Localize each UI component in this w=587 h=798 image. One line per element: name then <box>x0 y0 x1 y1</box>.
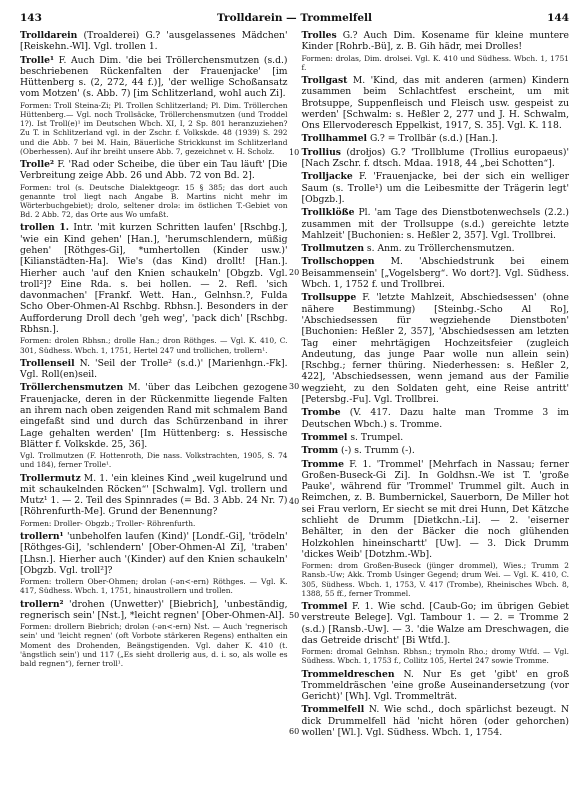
entry-forms-note: Formen: drollern Biebrich; drolən (-ən<-ern) Nst. — Auch 'regnerisch sein' und 'leicht regnen' (oft Vorbote stärkeren Regens) enthalten ein Moment des Drohenden, Beängstigenden. Vgl. daher K. 410 (t. 'ängstlich sein') und 117 („Es sieht drollerig aus, d. i. so, als wolle es bald regnen“), ferner troll¹. <box>20 622 288 668</box>
dictionary-entry <box>20 222 288 354</box>
line-number: 20 <box>289 268 300 277</box>
entry-headword: trollern² <box>20 598 64 610</box>
entry-forms-note: Formen: Troll Steina-Zi; Pl. Trollen Schlitzerland; Pl. Dim. Tröllerchen Hüttenberg.— Vgl. noch Trollsäcke, Tröllerchensmutzen (und Troddel 1?). Ist Troll(e)¹ im Deutschen Wbch. XI, I, 2 Sp. 801 heranzuziehen? Zu T. in Schlitzerland vgl. in der Zschr. f. Volkskde. 48 (1939) S. 292 und die Abb. 7 bei M. Hain, Bäuerliche Strickkunst im Schlitzerland (Oberhessen). Auf ihr breiht unsere Abb. 7, gezeichnet v. H. Scholz. <box>20 100 288 156</box>
entry-definition: 'unbeholfen laufen (Kind)' [Londf.-Gi], 'trödeln' [Röthges-Gi], 'schlendern' [Ober-Ohmen-Al Zi], 'traben' [Lhsn.]. Hierher auch '(Kinder) auf den Knien schaukeln' [Obgzb. Vgl. troll²]? <box>20 530 288 576</box>
entry-headword: Trommelfell <box>301 704 365 716</box>
dictionary-entry <box>302 704 570 738</box>
entry-headword: Trommel <box>301 431 348 443</box>
entry-forms-note: Formen: trol (s. Deutsche Dialektgeogr. 15 § 385; das dort auch genannte trol liegt nach Angabe B. Martins nicht mehr im Wörterbuchgebiet); drolo, seltener drolə: im östlichen T.-Gebiet von Bd. 2 Abb. 72, das Orte aus Wo umfaßt. <box>20 182 288 220</box>
entry-definition: N. Wie schd., doch spärlichst bezeugt. N dick Drummelfell häd 'nicht hören (oder gehorchen) wollen' [Wl.]. Vgl. Südhess. Wbch. 1, 1754. <box>301 704 569 739</box>
entry-definition: (Troalderei) G.? 'ausgelassenes Mädchen' [Reiskehn.-Wl]. Vgl. trollen 1. <box>20 30 288 53</box>
line-number: 10 <box>289 148 300 157</box>
entry-definition: F. Auch Dim. 'die bei Tröllerchensmutzen (s.d.) beschriebenen Rückenfalten der Frauenjacke' [im Hüttenberg s. (2, 272, 44 f.)], 'der wellige Schoßansatz vom Motzen' (s. Abb. 7) [im Schlitzerland, wohl auch Zi]. <box>20 54 288 100</box>
dictionary-entry <box>20 55 288 156</box>
page-number-right: 144 <box>547 12 569 24</box>
dictionary-entry <box>302 30 570 72</box>
dictionary-entry <box>302 432 570 443</box>
dictionary-entry <box>302 445 570 456</box>
entry-headword: Trollklöße <box>301 207 355 219</box>
entry-definition: F. 'Frauenjacke, bei der sich ein welliger Saum (s. Trolle¹) um die Leibesmitte der Trägerin legt' [Obgzb.]. <box>301 171 569 205</box>
entry-forms-note: Formen: drolen Rbhsn.; drolle Han.; dron Röthges. — Vgl. K. 410, C. 301, Südhess. Wbch. 1, 1751, Hertel 247 und trollichen, trollern¹. <box>20 336 288 355</box>
entry-definition: F. 'letzte Mahlzeit, Abschiedsessen' (ohne nähere Bestimmung) [Steinbg.-Scho Al Ro], 'Abschiedsessen für wegziehende Dienstboten' [Buchonien: Heßler 2, 357], 'Abschiedsessen am letzten Tag einer mehrtägigen Hochzeitsfeier (zugleich Andeutung, das junge Paar wolle nun allein sein) [Rschbg.; ferner thüring. Niederhessen: s. Heßler 2, 422], 'Abschiedsessen, wenn jemand aus der Familie wegzieht, zu den Soldaten geht, eine Reise antritt' [Petersbg.-Fu]. Vgl. Trollbrei. <box>301 292 569 406</box>
entry-headword: Trommeldreschen <box>301 668 395 680</box>
dictionary-entry <box>302 601 570 666</box>
entry-forms-note: Vgl. Trollmutzen (F. Hottenroth, Die nass. Volkstrachten, 1905, S. 74 und 184), ferner Trolle¹. <box>20 451 288 470</box>
dictionary-entry <box>302 133 570 144</box>
entry-headword: Tromm <box>301 445 339 457</box>
entry-forms-note: Formen: trollern Ober-Ohmen; drolən (-ən<-ern) Röthges. — Vgl. K. 417, Südhess. Wbch. 1, 1751, hinaustrollern und trollen. <box>20 577 288 596</box>
entry-forms-note: Formen: dromal Gelnhsn. Rbhsn.; trymoln Rho.; dromy Wtfd. — Vgl. Südhess. Wbch. 1, 1753 f., Collitz 105, Hertel 247 sowie Tromme. <box>301 647 569 666</box>
dictionary-entry <box>302 256 570 290</box>
entry-definition: N. Nur Es get 'gibt' en groß Trommeldräschen 'eine große Auseinandersetzung (vor Gericht)' [Wh]. Vgl. Trommelträt. <box>301 668 569 703</box>
line-number: 40 <box>289 497 300 506</box>
entry-headword: trollern¹ <box>20 530 64 542</box>
entry-definition: G.? = Trollbär (s.d.) [Han.]. <box>367 133 498 145</box>
entry-headword: Trollhammel <box>301 133 368 145</box>
dictionary-entry <box>302 243 570 254</box>
entry-headword: Trollius <box>301 146 341 158</box>
entry-definition: 'drohen (Unwetter)' [Biebrich], 'unbeständig, regnerisch sein' [Nst.], *leicht regnen' [Ober-Ohmen-Al]. <box>20 598 288 621</box>
entry-definition: G.? Auch Dim. Kosename für kleine muntere Kinder [Rohrb.-Bü], z. B. Gih hädr, mei Drolles! <box>301 30 569 53</box>
dictionary-entry <box>20 599 288 669</box>
dictionary-entry <box>20 159 288 219</box>
entry-headword: Trombe <box>301 407 341 419</box>
entry-headword: Trollmutzen <box>301 243 365 255</box>
dictionary-entry <box>302 207 570 241</box>
entry-headword: Trollermutz <box>20 472 81 484</box>
entry-headword: Trolle¹ <box>20 54 54 66</box>
entry-definition: s. Anm. zu Tröllerchensmutzen. <box>364 243 515 255</box>
entry-headword: Tröllerchensmutzen <box>20 382 124 394</box>
entry-definition: F. 'Rad oder Scheibe, die über ein Tau läuft' [Die Verbreitung zeige Abb. 26 und Abb. 72 von Bd. 2]. <box>20 159 288 182</box>
line-number: 50 <box>289 611 300 620</box>
entry-definition: Intr. 'mit kurzen Schritten laufen' [Rschbg.], 'wie ein Kind gehen' [Han.], 'herumschlendern, müßig gehen' [Röthges-Gi], *umhertollen (Kinder usw.)' [Kilianstädten-Ha]. Wie's (das Kind) drollt! [Han.]. Hierher auch 'auf den Knien schaukeln' [Obgzb. Vgl. troll²]? Eine Rda. s. bei hollen. — 2. Refl. 'sich davonmachen' [Frankf. Wett. Han., Gelnhsn.?, Fulda Scho Ober-Ohmen-Al Rschbg. Rbhsn.]. Besonders in der Aufforderung Droll dech 'geh weg', 'pack dich' [Rschbg. Rbhsn.]. <box>20 222 288 336</box>
entry-definition: F. 1. 'Trommel' [Mehrfach in Nassau; ferner Großen-Buseck-Gi Zi]. In Goldhsn.-We ist T. 'große Pauke', während für 'Trommel' Trummel gilt. Auch in Reimchen, z. B. Bumbernickel, Sauerborn, De Miller hot sei Frau verlorn, Er siecht se mit drei Hunn, Det Kätzche schlieht de Drumm [Dietkchn.-Li]. — 2. 'eiserner Behälter, in den der Bäcker die noch glühenden Holzkohlen hineinschartt' [Uw]. — 3. Dick Drumm 'dickes Weib' [Dotzhm.-Wb]. <box>301 458 569 560</box>
entry-headword: trollen 1. <box>20 222 70 234</box>
entry-headword: Trolljacke <box>301 171 353 183</box>
entry-definition: (-) s. Trumm (-). <box>338 445 415 457</box>
entry-headword: Tromme <box>301 458 344 470</box>
entry-definition: M. 'Abschiedstrunk bei einem Beisammensein' [„Vogelsberg“. Wo dort?]. Vgl. Südhess. Wbch. 1, 1752 f. und Trollbrei. <box>301 256 569 291</box>
line-number: 60 <box>289 727 300 736</box>
dictionary-entry <box>20 358 288 381</box>
entry-forms-note: Formen: drom Großen-Buseck (jünger drommel), Wies.; Trumm 2 Ransb.-Uw; Akk. Tromb Usinger Gegend; drum Wei. — Vgl. K. 410, C. 305, Südhess. Wbch. 1, 1753, V. 417 (Trombe), Rheinisches Wbch. 8, 1388, 55 ff., ferner Trommel. <box>301 561 569 598</box>
dictionary-entry <box>20 30 288 53</box>
running-title: Trolldarein — Trommelfell <box>216 12 372 24</box>
entry-headword: Trollgast <box>301 75 348 86</box>
entry-definition: s. Trumpel. <box>347 431 404 443</box>
entry-headword: Trolles <box>301 30 337 41</box>
right-column <box>302 30 570 740</box>
dictionary-entry <box>302 292 570 405</box>
entry-definition: N. 'Seil der Trolle² (s.d.)' [Marienhgn.-Fk]. Vgl. Roll(en)seil. <box>20 357 288 381</box>
entry-definition: F. 1. Wie schd. [Caub-Go; im übrigen Gebiet verstreute Belege]. Vgl. Tambour 1. — 2. = Tromme 2 (s.d.) [Ransb.-Uw]. — 3. 'die Walze am Dreschwagen, die das Getreide drischt' [Bi Wtfd.]. <box>301 600 569 646</box>
entry-headword: Trollschoppen <box>301 256 375 268</box>
entry-headword: Trollsuppe <box>301 292 357 304</box>
entry-headword: Trollenseil <box>20 357 75 369</box>
entry-headword: Trolle² <box>20 159 54 170</box>
entry-definition: Pl. 'am Tage des Dienstbotenwechsels (2.2.) zusammen mit der Trollsuppe (s.d.) gereichte letzte Mahlzeit' [Buchonien: s. Heßler 2, 357]. Vgl. Trollbrei. <box>301 207 569 241</box>
dictionary-entry <box>20 473 288 528</box>
dictionary-entry <box>302 171 570 205</box>
entry-definition: M. 1. 'ein kleines Kind „weil kugelrund und mit schaukelnden Röcken“' [Schwalm]. Vgl. trollern und Mutz¹ 1. — 2. Teil des Spinnrades (= Bd. 3 Abb. 24 Nr. 7) [Röhrenfurth-Me]. Grund der Benennung? <box>20 472 288 518</box>
entry-definition: (drołjos) G.? 'Trollblume (Trollius europaeus)' [Nach Zschr. f. dtsch. Mdaa. 1918, 44 „bei Schotten“]. <box>301 146 569 170</box>
dictionary-entry <box>302 459 570 598</box>
dictionary-entry <box>302 75 570 131</box>
dictionary-entry <box>302 407 570 430</box>
line-number: 30 <box>289 382 300 391</box>
entry-forms-note: Formen: Droller- Obgzb.; Troller- Röhrenfurth. <box>20 518 196 528</box>
entry-definition: (V. 417. Dazu halte man Tromme 3 im Deutschen Wbch.) s. Tromme. <box>301 407 569 430</box>
entry-forms-note: Formen: drolas, Dim. drolsei. Vgl. K. 410 und Südhess. Wbch. 1, 1751 f. <box>301 53 569 72</box>
dictionary-entry <box>20 382 288 469</box>
entry-headword: Trolldarein <box>20 30 78 41</box>
entry-definition: M. 'über das Leibchen gezogene Frauenjacke, deren in der Rückenmitte liegende Falten an ihrem nach oben zeigenden Rand mit schmalem Band eingefaßt sind und durch das Schürzenband in ihrer Lage gehalten werden' [Im Hüttenberg: s. Hessische Blätter f. Volkskde. 25, 36]. <box>20 382 288 450</box>
dictionary-entry <box>20 531 288 596</box>
left-column <box>20 30 288 740</box>
entry-headword: Trommel <box>301 600 348 612</box>
dictionary-entry <box>302 669 570 703</box>
entry-definition: M. 'Kind, das mit anderen (armen) Kindern zusammen beim Schlachtfest erscheint, um mit Brotsuppe, Suppenfleisch und Fleisch usw. gespeist zu werden' [Schwalm: s. Heßler 2, 277 und J. H. Schwalm, Ons Ellervoderesch Eppelkist, 1917, S. 35]. Vgl. K. 118. <box>301 75 569 132</box>
page-number-left: 143 <box>20 12 42 24</box>
page-header <box>20 6 569 26</box>
dictionary-entry <box>302 147 570 170</box>
